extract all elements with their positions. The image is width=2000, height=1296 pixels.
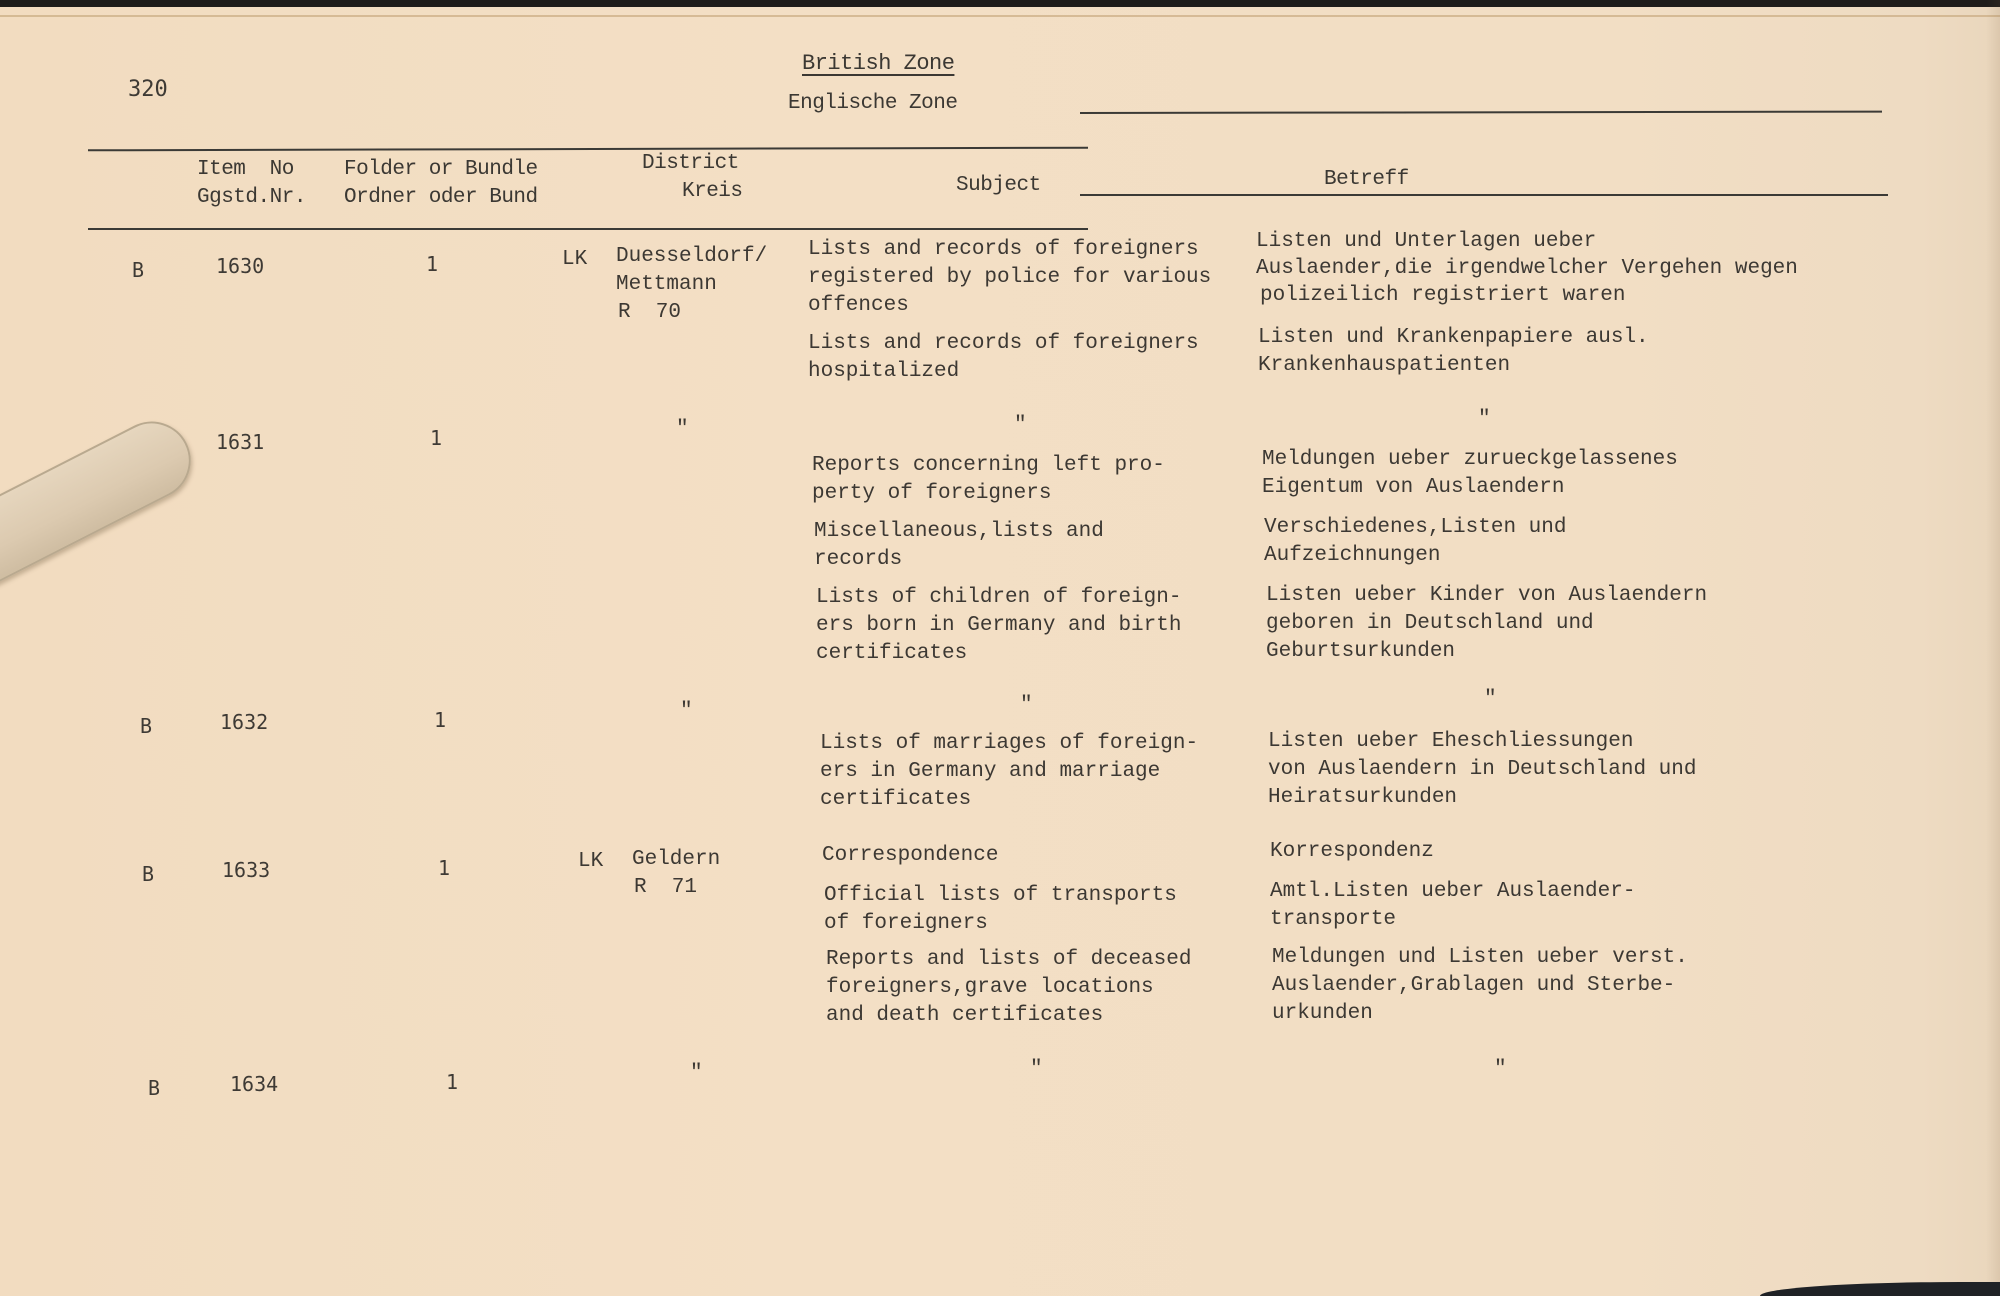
scan-top-border	[0, 0, 2000, 7]
subject-text: Lists of children of foreign- ers born in Germany and birth certificates	[816, 586, 1182, 665]
district-ditto: "	[690, 1062, 703, 1085]
row-prefix: B	[142, 862, 155, 886]
col-header-folder-en: Folder or Bundle	[344, 158, 538, 181]
betreff-text: Meldungen ueber zurueckgelassenes Eigentum von Auslaendern	[1262, 448, 1678, 499]
betreff-ditto: "	[1478, 408, 1491, 431]
header-rule-bottom-right	[1080, 194, 1888, 196]
district-type: LK	[562, 248, 588, 271]
header-rule-bottom-left	[88, 228, 1088, 230]
subject-ditto: "	[1030, 1058, 1043, 1081]
item-number: 1631	[216, 430, 265, 454]
item-number: 1633	[222, 858, 271, 882]
subject-text: Lists and records of foreigners hospitalized	[808, 332, 1199, 383]
row-prefix: B	[140, 714, 153, 738]
item-number: 1630	[216, 254, 265, 278]
subject-text: Reports and lists of deceased foreigners,grave locations and death certificates	[826, 948, 1192, 1027]
col-header-district-de: Kreis	[682, 180, 743, 203]
district-type: LK	[578, 850, 604, 873]
scan-corner-shadow	[1760, 1282, 2000, 1296]
district-name: Geldern R 71	[632, 848, 721, 899]
row-prefix: B	[132, 258, 145, 282]
betreff-text: Verschiedenes,Listen und Aufzeichnungen	[1264, 516, 1567, 567]
folder-count: 1	[434, 708, 447, 732]
folder-count: 1	[430, 426, 443, 450]
district-ditto: "	[680, 700, 693, 723]
page-holder-spatula	[0, 408, 204, 634]
folder-count: 1	[426, 252, 439, 276]
betreff-ditto: "	[1484, 688, 1497, 711]
header-rule-top-right	[1080, 111, 1882, 114]
district-name: Duesseldorf/ Mettmann R 70	[616, 245, 768, 324]
header-rule-top-left	[88, 147, 1088, 152]
betreff-text: Amtl.Listen ueber Auslaender- transporte	[1270, 880, 1636, 931]
item-number: 1632	[220, 710, 269, 734]
folder-count: 1	[438, 856, 451, 880]
subject-ditto: "	[1020, 694, 1033, 717]
col-header-betreff: Betreff	[1324, 168, 1409, 191]
betreff-text: Listen ueber Kinder von Auslaendern geboren in Deutschland und Geburtsurkunden	[1266, 584, 1708, 663]
page-right-edge	[1986, 0, 2000, 1296]
col-header-subject: Subject	[956, 174, 1041, 197]
betreff-text: Korrespondenz	[1270, 840, 1434, 863]
district-ditto: "	[676, 418, 689, 441]
col-header-item-no-en: Item No	[197, 158, 294, 181]
subject-text: Miscellaneous,lists and records	[814, 520, 1104, 571]
betreff-text: Listen und Unterlagen ueber Auslaender,die irgendwelcher Vergehen wegen polizeilich registriert waren	[1256, 230, 1798, 307]
page-top-edge	[0, 15, 2000, 17]
col-header-district-en: District	[642, 152, 739, 175]
subject-ditto: "	[1014, 414, 1027, 437]
folder-count: 1	[446, 1070, 459, 1094]
betreff-ditto: "	[1494, 1058, 1507, 1081]
subject-text: Lists and records of foreigners registered by police for various offences	[808, 238, 1212, 317]
betreff-text: Listen und Krankenpapiere ausl. Krankenhauspatienten	[1258, 326, 1649, 377]
betreff-text: Meldungen und Listen ueber verst. Auslaender,Grablagen und Sterbe- urkunden	[1272, 946, 1688, 1025]
col-header-item-no-de: Ggstd.Nr.	[197, 186, 306, 209]
betreff-text: Listen ueber Eheschliessungen von Auslaendern in Deutschland und Heiratsurkunden	[1268, 730, 1697, 809]
row-prefix: B	[148, 1076, 161, 1100]
item-number: 1634	[230, 1072, 279, 1096]
subject-text: Correspondence	[822, 844, 999, 867]
page-subtitle: Englische Zone	[788, 92, 958, 115]
page-title: British Zone	[802, 51, 955, 76]
subject-text: Lists of marriages of foreign- ers in Germany and marriage certificates	[820, 732, 1199, 811]
page-number: 320	[128, 77, 168, 102]
col-header-folder-de: Ordner oder Bund	[344, 186, 538, 209]
subject-text: Reports concerning left pro- perty of foreigners	[812, 454, 1165, 505]
subject-text: Official lists of transports of foreigners	[824, 884, 1177, 935]
